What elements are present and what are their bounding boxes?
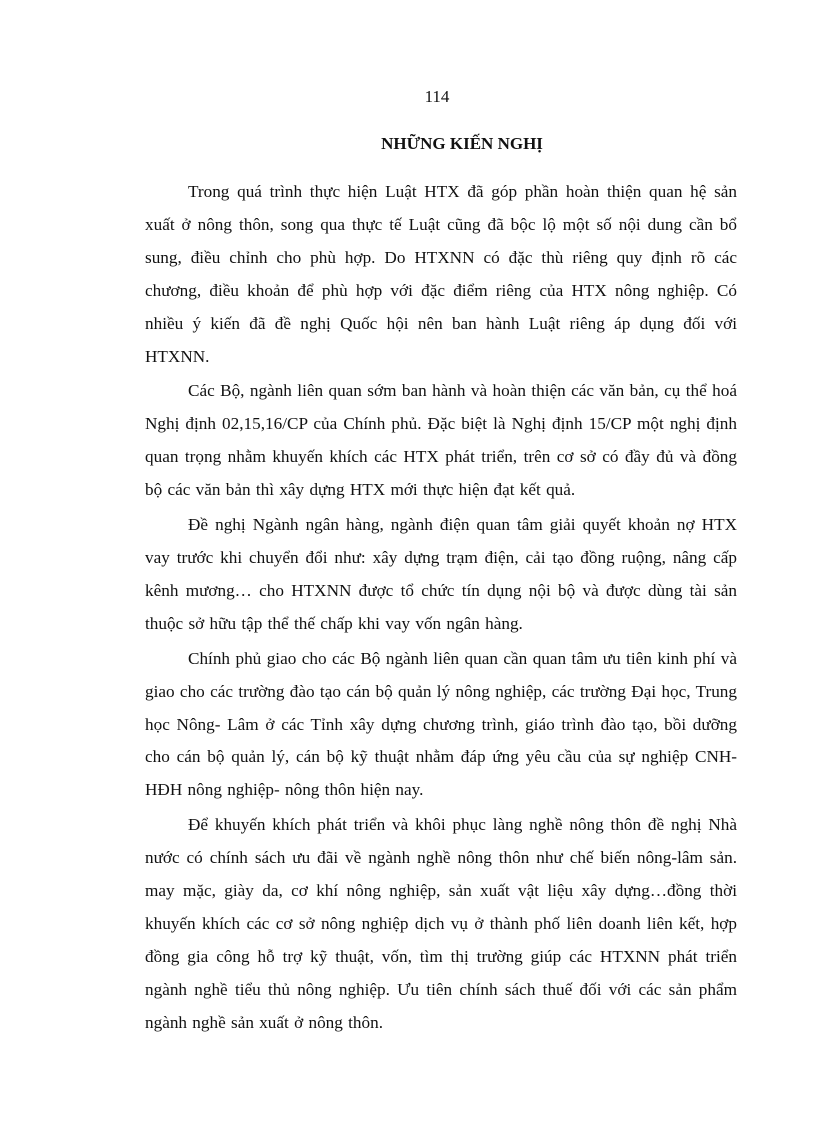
page-heading: NHỮNG KIẾN NGHỊ (381, 134, 543, 153)
paragraph-3: Đề nghị Ngành ngân hàng, ngành điện quan tâm giải quyết khoản nợ HTX vay trước khi chuyển đổi như: xây dựng trạm điện, cải tạo đồng ruộng, nâng cấp kênh mương… cho HTXNN được tổ chức tín dụng nội bộ và được dùng tài sản thuộc sở hữu tập thể thế chấp khi vay vốn ngân hàng. (145, 515, 737, 633)
paragraph-2: Các Bộ, ngành liên quan sớm ban hành và hoàn thiện các văn bản, cụ thể hoá Nghị định 02,15,16/CP của Chính phủ. Đặc biệt là Nghị định 15/CP một nghị định quan trọng nhằm khuyến khích các HTX phát triển, trên cơ sở có đầy đủ và đồng bộ các văn bản thì xây dựng HTX mới thực hiện đạt kết quả. (145, 381, 737, 500)
paragraph-1: Trong quá trình thực hiện Luật HTX đã góp phần hoàn thiện quan hệ sản xuất ở nông thôn, song qua thực tế Luật cũng đã bộc lộ một số nội dung cần bổ sung, điều chỉnh cho phù hợp. Do HTXNN có đặc thù riêng quy định rõ các chương, điều khoản để phù hợp với đặc điểm riêng của HTX nông nghiệp. Có nhiều ý kiến đã đề nghị Quốc hội nên ban hành Luật riêng áp dụng đối với HTXNN. (145, 182, 737, 366)
page-number: 114 (424, 87, 450, 106)
document-body (145, 176, 737, 1042)
paragraph-5: Để khuyến khích phát triển và khôi phục làng nghề nông thôn đề nghị Nhà nước có chính sách ưu đãi về ngành nghề nông thôn như chế biến nông-lâm sản. may mặc, giày da, cơ khí nông nghiệp, sản xuất vật liệu xây dựng…đồng thời khuyến khích các cơ sở nông nghiệp dịch vụ ở thành phố liên doanh liên kết, hợp đồng gia công hỗ trợ kỹ thuật, vốn, tìm thị trường giúp các HTXNN phát triển ngành nghề tiểu thủ nông nghiệp. Ưu tiên chính sách thuế đối với các sản phẩm ngành nghề sản xuất ở nông thôn. (145, 815, 737, 1032)
paragraph-4: Chính phủ giao cho các Bộ ngành liên quan cần quan tâm ưu tiên kinh phí và giao cho các trường đào tạo cán bộ quản lý nông nghiệp, các trường Đại học, Trung học Nông- Lâm ở các Tỉnh xây dựng chương trình, giáo trình đào tạo, bồi dưỡng cho cán bộ quản lý, cán bộ kỹ thuật nhằm đáp ứng yêu cầu của sự nghiệp CNH-HĐH nông nghiệp- nông thôn hiện nay. (145, 648, 737, 800)
